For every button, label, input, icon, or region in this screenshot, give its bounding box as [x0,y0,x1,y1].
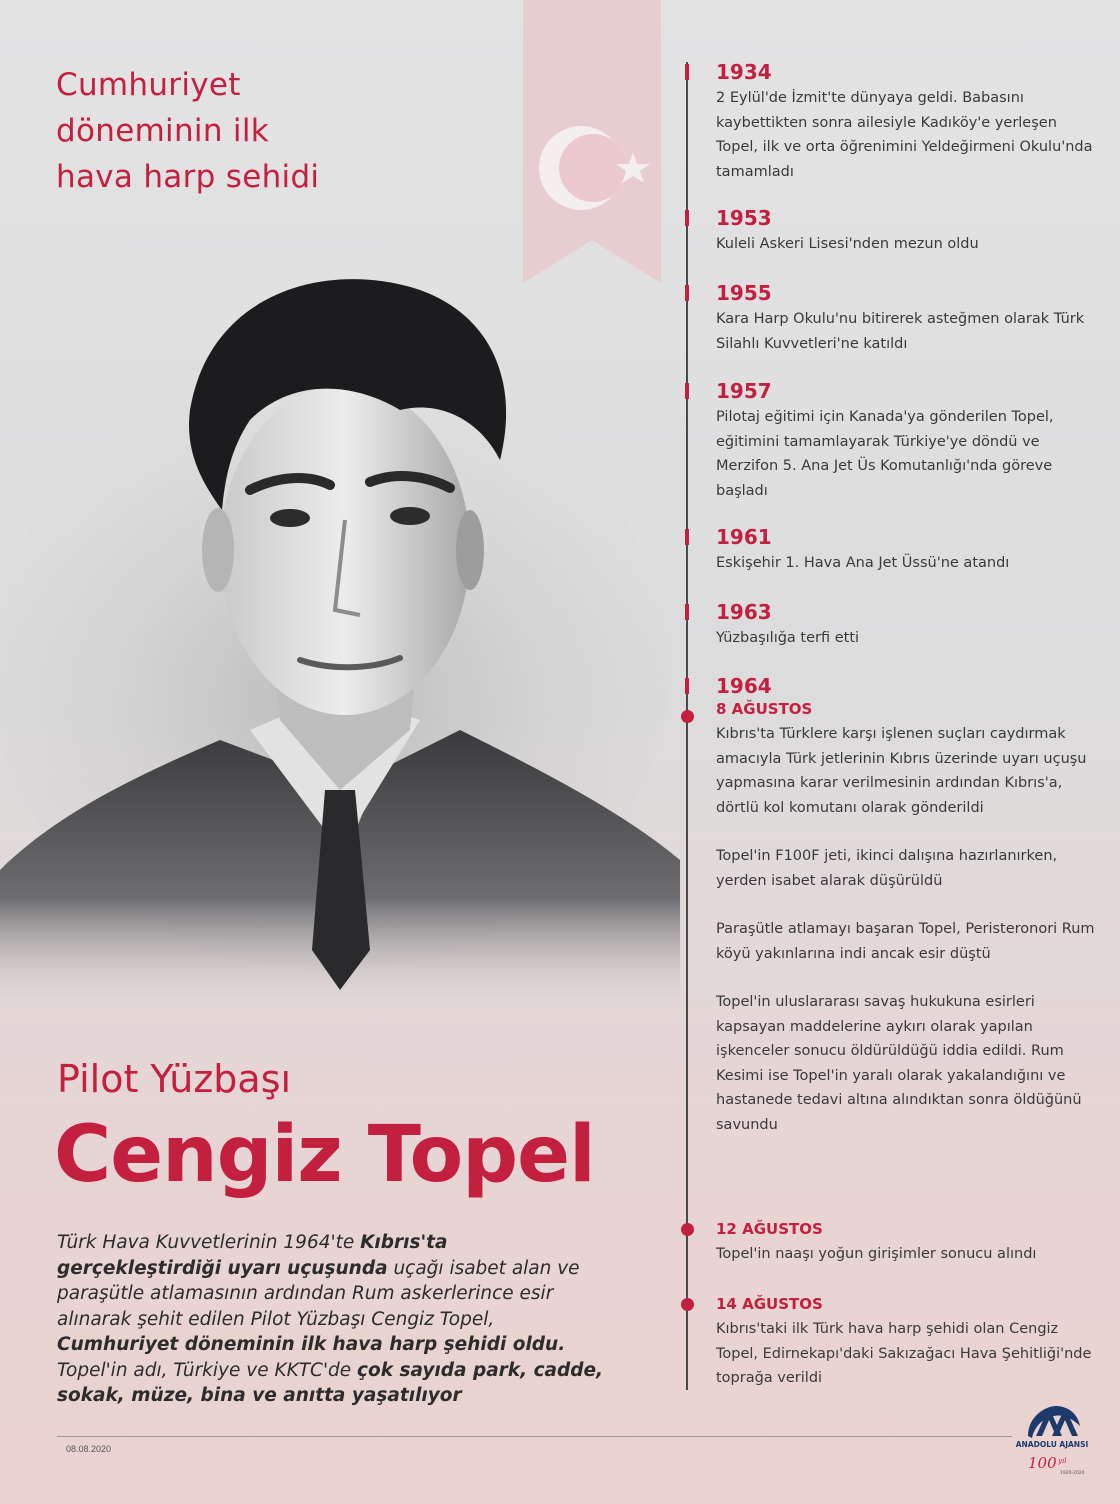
timeline-entry-1955 [716,281,1096,356]
timeline-tick [685,383,689,399]
timeline-entry-1957 [716,379,1096,503]
summary-text: uçağı isabet alan ve paraşütle atlamasının ardından Rum askerlerince esir alınarak şehit edilen Pilot Yüzbaşı Cengiz Topel, [57,1257,580,1330]
summary-bold: çok sayıda park, cadde, sokak, müze, bina ve anıtta yaşatılıyor [57,1359,604,1406]
portrait-photo [0,250,680,1010]
timeline-dot [681,710,694,723]
subtitle: Cumhuriyet döneminin ilk hava harp sehidi [56,67,320,195]
timeline-entry-1934 [716,60,1096,184]
timeline-year: 1955 [716,281,772,305]
timeline-text: Eskişehir 1. Hava Ana Jet Üssü'ne atandı [716,555,1010,571]
timeline-tick [685,678,689,694]
timeline-tick [685,210,689,226]
timeline-tick [685,64,689,80]
timeline-entry-1963 [716,600,1096,651]
timeline-text: Kıbrıs'ta Türklere karşı işlenen suçları caydırmak amacıyla Türk jetlerinin Kıbrıs üzerinde uyarı uçuşu yapmasına karar verilmesinin ardından Kıbrıs'a, dörtlü kol komutanı olarak gönderildi [716,726,1087,816]
timeline-text: Kuleli Askeri Lisesi'nden mezun oldu [716,236,979,252]
summary-bold: Kıbrıs'ta gerçekleştirdiği uyarı uçuşunda [57,1232,448,1279]
timeline-tick [685,285,689,301]
timeline-text: Topel'in uluslararası savaş hukukuna esirleri kapsayan maddelerine aykırı olarak yapılan işkenceler sonucu öldürüldüğü iddia edildi. Rum Kesimi ise Topel'in yaralı olarak yakalandığını ve hastanede tedavi altına alındıktan sonra öldüğünü savundu [716,994,1082,1133]
aa-logo-icon [1006,1400,1098,1480]
timeline-year: 1963 [716,600,772,624]
timeline-entry-1961 [716,525,1096,576]
timeline-line [686,62,688,1390]
timeline-text: Kara Harp Okulu'nu bitirerek asteğmen olarak Türk Silahlı Kuvvetleri'ne katıldı [716,311,1085,352]
logo-anniversary-sub: yıl [1058,1457,1067,1465]
timeline-dot [681,1223,694,1236]
timeline-text: Kıbrıs'taki ilk Türk hava harp şehidi olan Cengiz Topel, Edirnekapı'daki Sakızağacı Hava Şehitliği'nde toprağa verildi [716,1321,1092,1386]
publish-date: 08.08.2020 [66,1444,112,1454]
timeline-text: 2 Eylül'de İzmit'te dünyaya geldi. Babasını kaybettikten sonra ailesiyle Kadıköy'e yerleşen Topel, ilk ve orta öğrenimini Yeldeğirmeni Okulu'nda tamamladı [716,90,1093,180]
timeline-year: 1934 [716,60,772,84]
timeline-dot [681,1298,694,1311]
timeline-year: 1957 [716,379,772,403]
logo-name: ANADOLU AJANSI [1015,1440,1089,1449]
timeline-text: Paraşütle atlamayı başaran Topel, Peristeronori Rum köyü yakınlarına indi ancak esir düştü [716,921,1095,962]
timeline-year: 1953 [716,206,772,230]
timeline-text: Yüzbaşılığa terfi etti [716,630,860,646]
timeline-year: 1964 [716,674,772,698]
pilot-name: Cengiz Topel [54,1110,595,1200]
timeline-entry-aug12 [716,1218,1096,1267]
logo-years: 1920-2020 [1060,1471,1085,1476]
pilot-rank: Pilot Yüzbaşı [57,1057,292,1101]
timeline-year: 1961 [716,525,772,549]
timeline-subheading: 8 AĞUSTOS [716,700,813,718]
timeline-tick [685,529,689,545]
summary-paragraph [57,1230,617,1409]
footer-divider [57,1436,1012,1437]
summary-text: Türk Hava Kuvvetlerinin 1964'te [57,1232,361,1253]
timeline-subheading: 14 AĞUSTOS [716,1295,823,1313]
timeline-entry-aug14 [716,1293,1096,1391]
summary-text: Topel'in adı, Türkiye ve KKTC'de [57,1359,358,1381]
summary-bold: Cumhuriyet döneminin ilk hava harp şehidi oldu. [57,1334,566,1355]
timeline-text: Pilotaj eğitimi için Kanada'ya gönderilen Topel, eğitimini tamamlayarak Türkiye'ye döndü ve Merzifon 5. Ana Jet Üs Komutanlığı'nda göreve başladı [716,409,1054,499]
timeline-text: Topel'in F100F jeti, ikinci dalışına hazırlanırken, yerden isabet alarak düşürüldü [716,848,1058,889]
timeline-entry-1953 [716,206,1096,257]
turkish-flag-ribbon-icon [523,0,661,283]
logo-anniversary: 100 [1028,1454,1057,1472]
timeline-entry-1964 [716,674,1096,1137]
timeline-subheading: 12 AĞUSTOS [716,1220,823,1238]
timeline-text: Topel'in naaşı yoğun girişimler sonucu alındı [716,1246,1037,1262]
timeline-tick [685,604,689,620]
